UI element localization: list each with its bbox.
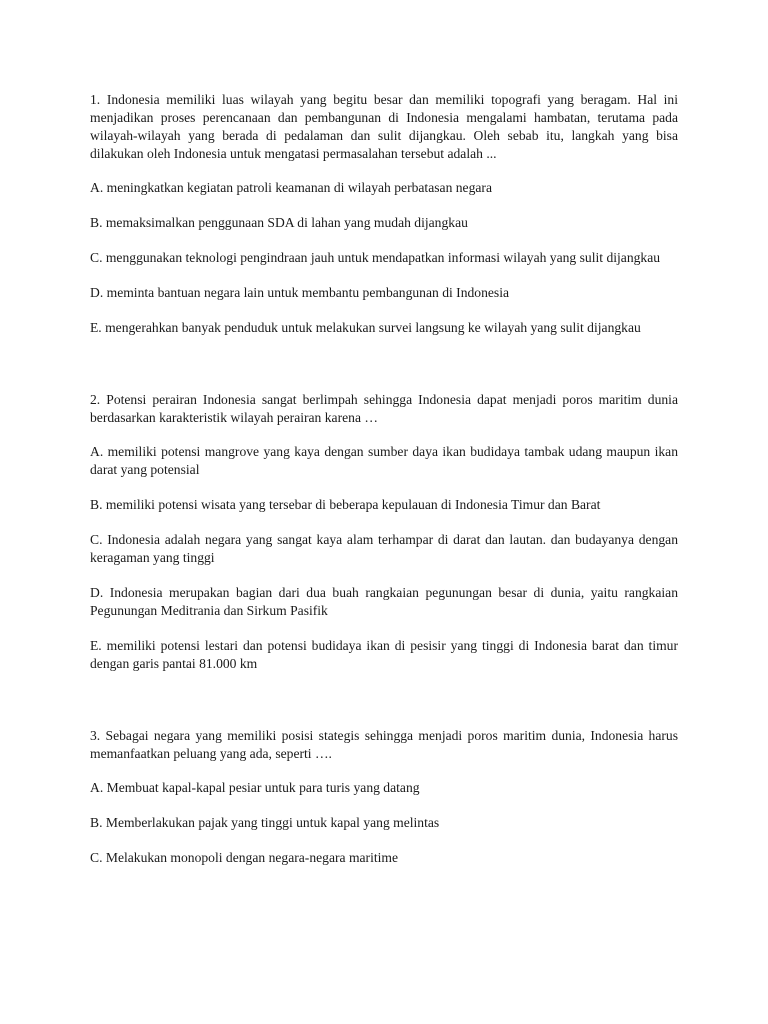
- answer-option-b: B. memiliki potensi wisata yang tersebar di beberapa kepulauan di Indonesia Timur dan Barat: [90, 497, 601, 512]
- question-block-2: [90, 391, 678, 673]
- answer-option-c: C. Melakukan monopoli dengan negara-negara maritime: [90, 850, 399, 865]
- answer-option-e: E. mengerahkan banyak penduduk untuk melakukan survei langsung ke wilayah yang sulit dijangkau: [90, 320, 641, 335]
- question-block-1: [90, 91, 678, 337]
- answer-option-b: B. memaksimalkan penggunaan SDA di lahan yang mudah dijangkau: [90, 215, 468, 230]
- answer-option-a: A. memiliki potensi mangrove yang kaya dengan sumber daya ikan budidaya tambak udang maupun ikan darat yang potensial: [90, 444, 678, 477]
- question-text: 2. Potensi perairan Indonesia sangat berlimpah sehingga Indonesia dapat menjadi poros maritim dunia berdasarkan karakteristik wilayah perairan karena …: [90, 392, 678, 425]
- answer-option-d: D. meminta bantuan negara lain untuk membantu pembangunan di Indonesia: [90, 285, 510, 300]
- answer-option-c: C. menggunakan teknologi pengindraan jauh untuk mendapatkan informasi wilayah yang sulit dijangkau: [90, 250, 661, 265]
- question-block-3: [90, 727, 678, 867]
- spacer: [90, 354, 678, 391]
- answer-option-e: E. memiliki potensi lestari dan potensi budidaya ikan di pesisir yang tinggi di Indonesia barat dan timur dengan garis pantai 81.000 km: [90, 638, 678, 671]
- answer-option-a: A. Membuat kapal-kapal pesiar untuk para turis yang datang: [90, 780, 420, 795]
- answer-option-c: C. Indonesia adalah negara yang sangat kaya alam terhampar di darat dan lautan. dan budayanya dengan keragaman yang tinggi: [90, 532, 678, 565]
- answer-option-a: A. meningkatkan kegiatan patroli keamanan di wilayah perbatasan negara: [90, 180, 492, 195]
- question-text: 3. Sebagai negara yang memiliki posisi stategis sehingga menjadi poros maritim dunia, Indonesia harus memanfaatkan peluang yang ada, seperti ….: [90, 728, 678, 761]
- question-text: 1. Indonesia memiliki luas wilayah yang begitu besar dan memiliki topografi yang beragam. Hal ini menjadikan proses perencanaan dan pembangunan di Indonesia mengalami hambatan, terutama pada wilayah-wilayah yang berada di pedalaman dan sulit dijangkau. Oleh sebab itu, langkah yang bisa dilakukan oleh Indonesia untuk mengatasi permasalahan tersebut adalah ...: [90, 92, 678, 161]
- spacer: [90, 690, 678, 727]
- document-page: [90, 91, 678, 884]
- answer-option-d: D. Indonesia merupakan bagian dari dua buah rangkaian pegunungan besar di dunia, yaitu rangkaian Pegunungan Meditrania dan Sirkum Pasifik: [90, 585, 678, 618]
- answer-option-b: B. Memberlakukan pajak yang tinggi untuk kapal yang melintas: [90, 815, 440, 830]
